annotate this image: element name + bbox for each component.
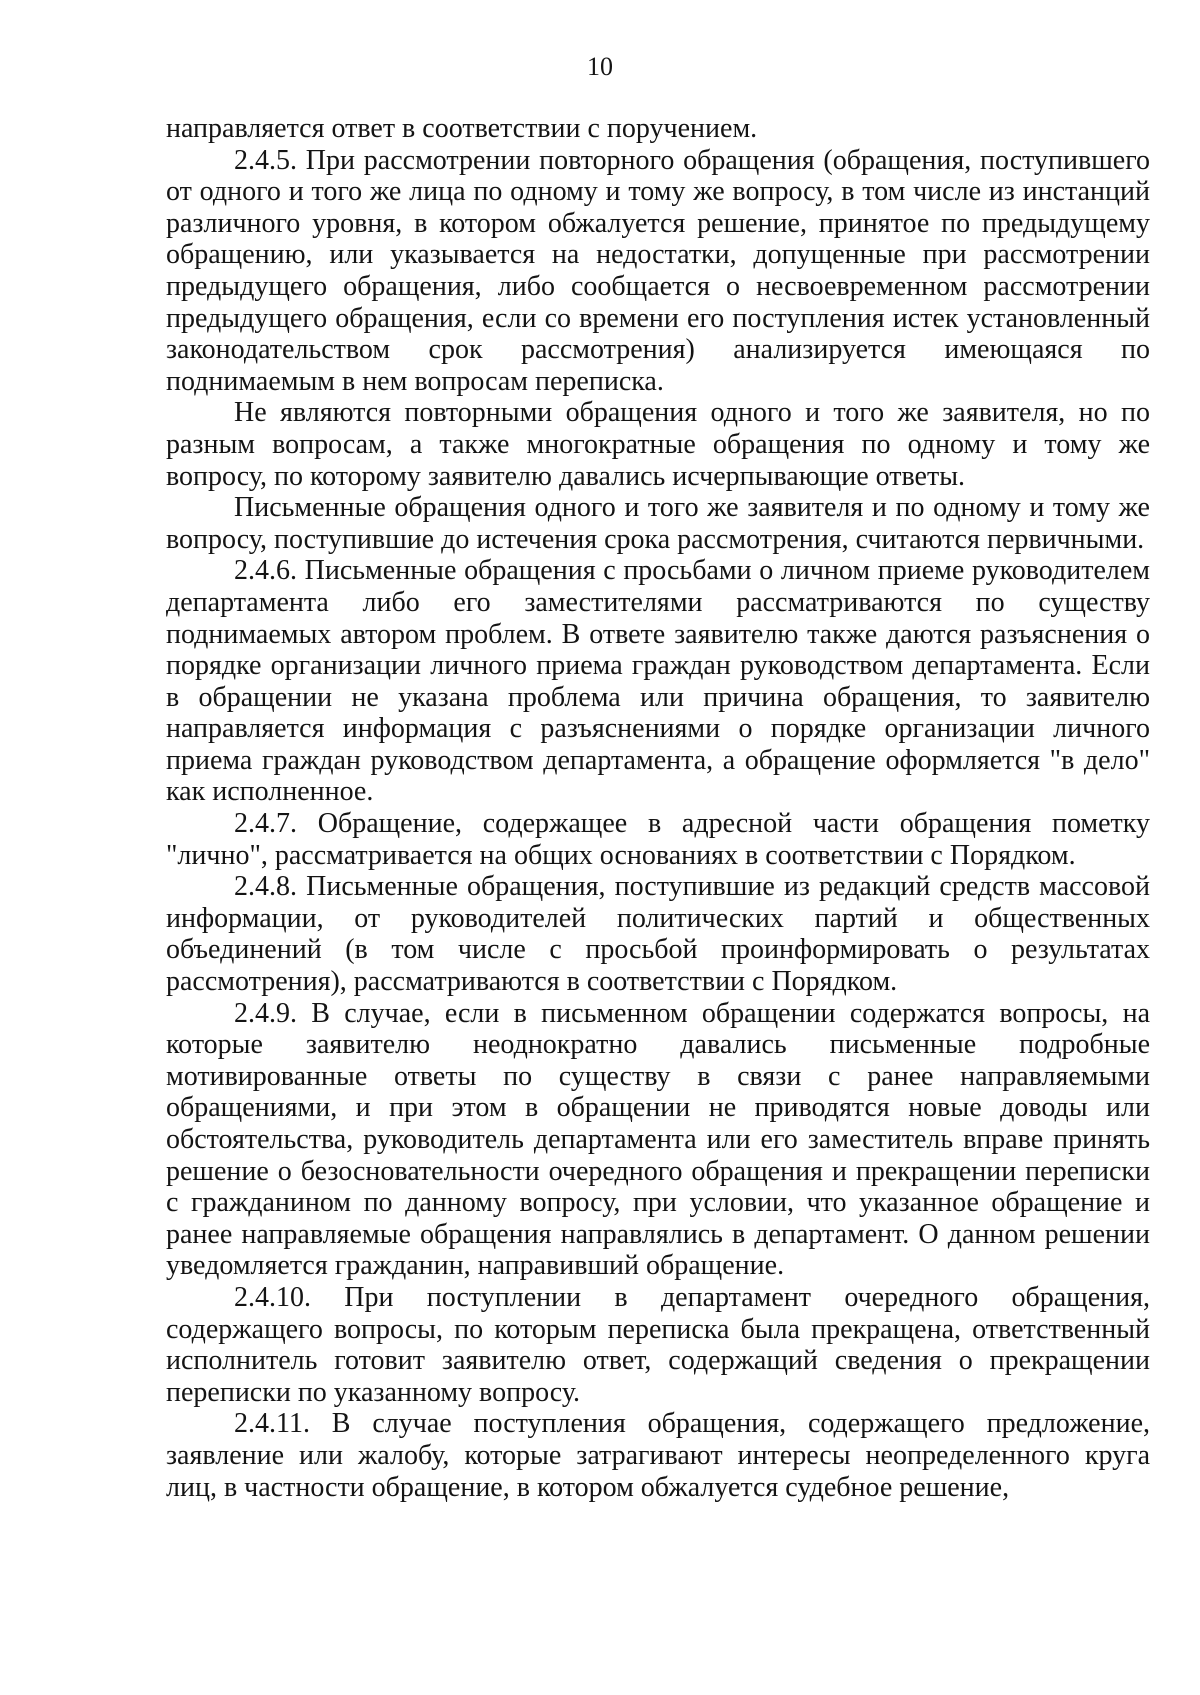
document-body [166,113,1150,1503]
paragraph-2-4-6: 2.4.6. Письменные обращения с просьбами о личном приеме руководителем департамента либо его заместителями рассматриваются по существу поднимаемых автором проблем. В ответе заявителю также даются разъяснения о порядке организации личного приема граждан руководством департамента. Если в обращении не указана проблема или причина обращения, то заявителю направляется информация с разъяснениями о порядке организации личного приема граждан руководством департамента, а обращение оформляется "в дело" как исполненное. [166,555,1150,808]
paragraph-2-4-10: 2.4.10. При поступлении в департамент очередного обращения, содержащего вопросы, по которым переписка была прекращена, ответственный исполнитель готовит заявителю ответ, содержащий сведения о прекращении переписки по указанному вопросу. [166,1281,1150,1408]
paragraph-2-4-7: 2.4.7. Обращение, содержащее в адресной части обращения пометку "лично", рассматривается на общих основаниях в соответствии с Порядком. [166,808,1150,871]
paragraph-2-4-11: 2.4.11. В случае поступления обращения, содержащего предложение, заявление или жалобу, которые затрагивают интересы неопределенного круга лиц, в частности обращение, в котором обжалуется судебное решение, [166,1408,1150,1503]
paragraph-2-4-9: 2.4.9. В случае, если в письменном обращении содержатся вопросы, на которые заявителю неоднократно давались письменные подробные мотивированные ответы по существу в связи с ранее направляемыми обращениями, и при этом в обращении не приводятся новые доводы или обстоятельства, руководитель департамента или его заместитель вправе принять решение о безосновательности очередного обращения и прекращении переписки с гражданином по данному вопросу, при условии, что указанное обращение и ранее направляемые обращения направлялись в департамент. О данном решении уведомляется гражданин, направивший обращение. [166,997,1150,1282]
paragraph-2-4-5: 2.4.5. При рассмотрении повторного обращения (обращения, поступившего от одного и того же лица по одному и тому же вопросу, в том числе из инстанций различного уровня, в котором обжалуется решение, принятое по предыдущему обращению, или указывается на недостатки, допущенные при рассмотрении предыдущего обращения, либо сообщается о несвоевременном рассмотрении предыдущего обращения, если со времени его поступления истек установленный законодательством срок рассмотрения) анализируется имеющаяся по поднимаемым в нем вопросам переписка. [166,144,1150,397]
paragraph-continuation: направляется ответ в соответствии с поручением. [166,113,758,144]
page-number: 10 [587,52,613,81]
paragraph-primary: Письменные обращения одного и того же заявителя и по одному и тому же вопросу, поступившие до истечения срока рассмотрения, считаются первичными. [166,492,1150,555]
paragraph-2-4-8: 2.4.8. Письменные обращения, поступившие из редакций средств массовой информации, от руководителей политических партий и общественных объединений (в том числе с просьбой проинформировать о результатах рассмотрения), рассматриваются в соответствии с Порядком. [166,871,1150,998]
paragraph-not-repeated: Не являются повторными обращения одного и того же заявителя, но по разным вопросам, а также многократные обращения по одному и тому же вопросу, по которому заявителю давались исчерпывающие ответы. [166,397,1150,492]
